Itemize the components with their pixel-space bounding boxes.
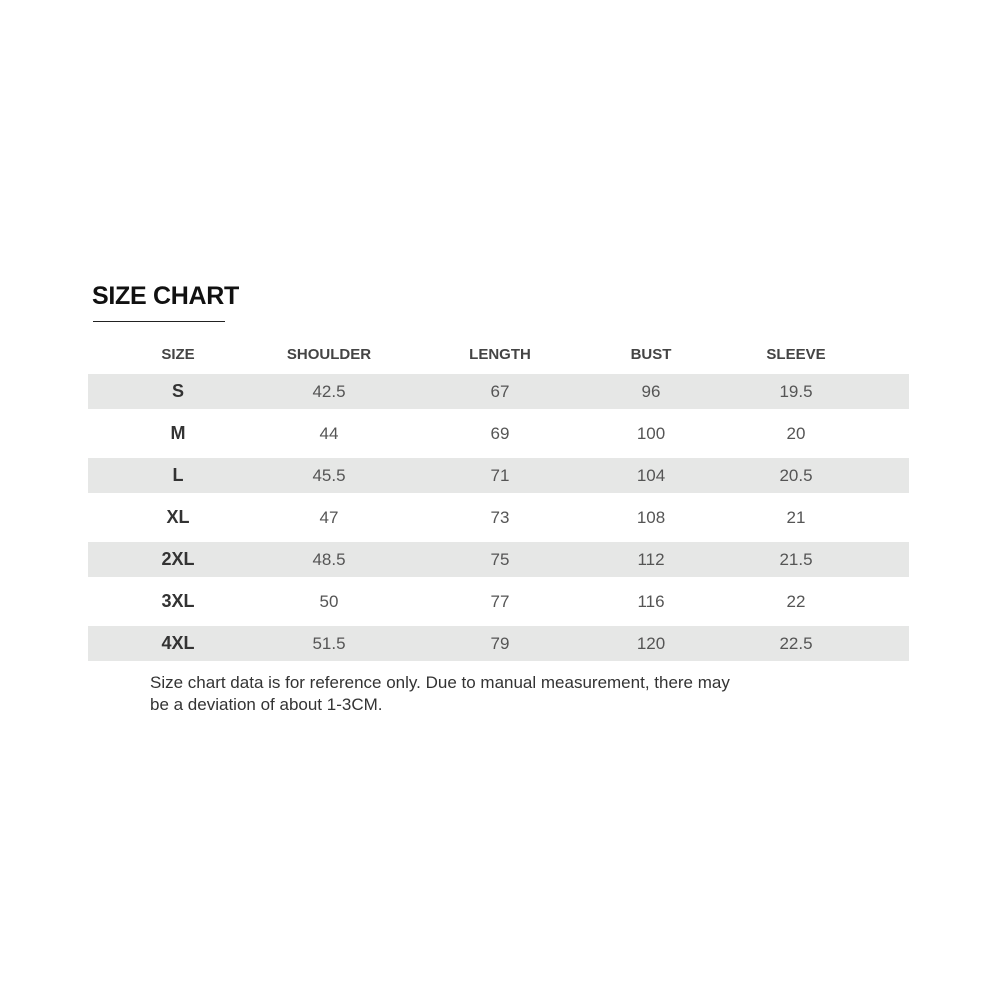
shoulder-cell: 44 [319, 424, 339, 443]
size-cell: 3XL [161, 591, 195, 611]
length-cell: 79 [490, 634, 510, 653]
size-cell: 2XL [161, 549, 195, 569]
table-row [88, 416, 909, 451]
table-row [88, 500, 909, 535]
bust-cell: 100 [636, 424, 666, 443]
size-cell: 4XL [161, 633, 195, 653]
shoulder-cell: 45.5 [312, 466, 346, 485]
bust-cell: 108 [636, 508, 666, 527]
length-cell: 71 [490, 466, 510, 485]
header-size: SIZE [161, 346, 195, 363]
table-row [88, 626, 909, 661]
shoulder-cell: 47 [319, 508, 339, 527]
bust-cell: 104 [636, 466, 666, 485]
shoulder-cell: 42.5 [312, 382, 346, 401]
reference-note [150, 672, 810, 716]
reference-note-line: be a deviation of about 1-3CM. [150, 695, 383, 714]
bust-cell: 112 [637, 550, 665, 569]
sleeve-cell: 20 [786, 424, 806, 443]
length-cell: 73 [490, 508, 510, 527]
bust-cell: 120 [636, 634, 666, 653]
table-row [88, 458, 909, 493]
length-cell: 75 [490, 550, 510, 569]
header-length: LENGTH [469, 346, 531, 363]
size-cell: S [171, 381, 184, 401]
page-title: SIZE CHART [92, 282, 240, 310]
size-cell: L [172, 465, 184, 485]
table-row [88, 584, 909, 619]
sleeve-cell: 21.5 [779, 550, 813, 569]
size-cell: XL [166, 507, 190, 527]
bust-cell: 116 [637, 592, 665, 611]
shoulder-cell: 51.5 [312, 634, 346, 653]
header-sleeve: SLEEVE [766, 346, 826, 363]
shoulder-cell: 48.5 [312, 550, 346, 569]
table-row [88, 374, 909, 409]
sleeve-cell: 22 [786, 592, 806, 611]
length-cell: 67 [490, 382, 510, 401]
length-cell: 77 [490, 592, 510, 611]
size-cell: M [170, 423, 186, 443]
table-row [88, 542, 909, 577]
sleeve-cell: 22.5 [779, 634, 813, 653]
shoulder-cell: 50 [319, 592, 339, 611]
length-cell: 69 [490, 424, 510, 443]
sleeve-cell: 21 [786, 508, 806, 527]
table-header-row [88, 336, 909, 374]
size-table [88, 336, 909, 668]
title-underline [93, 321, 225, 322]
header-shoulder: SHOULDER [286, 346, 372, 363]
bust-cell: 96 [641, 382, 661, 401]
sleeve-cell: 20.5 [779, 466, 813, 485]
sleeve-cell: 19.5 [779, 382, 813, 401]
header-bust: BUST [630, 346, 672, 363]
reference-note-line: Size chart data is for reference only. Due to manual measurement, there may [150, 673, 730, 692]
